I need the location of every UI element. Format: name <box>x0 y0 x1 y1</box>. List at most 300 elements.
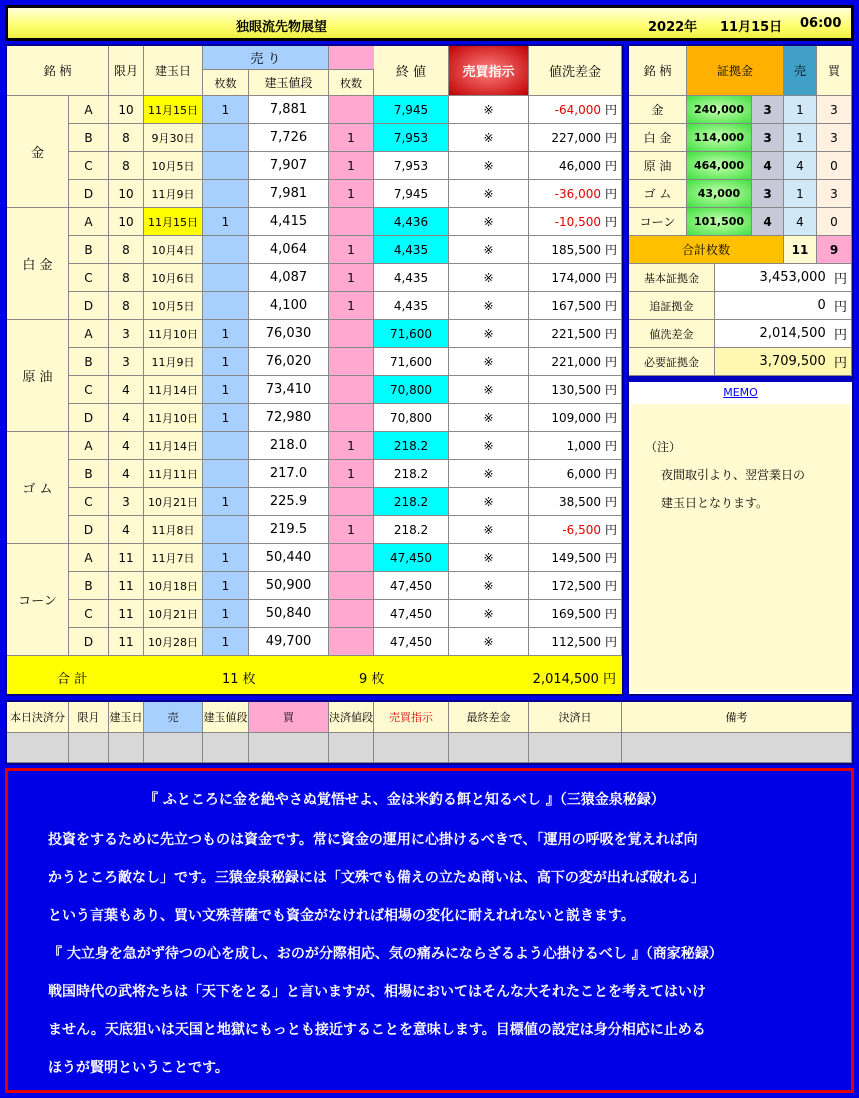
sell-qty[interactable] <box>203 152 249 180</box>
entry-price[interactable]: 225.9 <box>249 488 329 516</box>
daily-empty-cell[interactable] <box>329 733 374 763</box>
entry-date: 10月4日 <box>144 236 203 264</box>
yen-unit: 円 <box>833 328 847 343</box>
yen-unit: 円 <box>604 243 617 257</box>
total-buy: 9 枚 <box>359 672 385 687</box>
yen-unit: 円 <box>833 272 847 287</box>
sell-qty[interactable]: 1 <box>203 376 249 404</box>
entry-price[interactable]: 7,981 <box>249 180 329 208</box>
diff-value <box>529 208 622 236</box>
side-commodity: 白 金 <box>629 124 687 152</box>
contract-label: C <box>69 264 109 292</box>
entry-date: 9月30日 <box>144 124 203 152</box>
daily-empty-cell[interactable] <box>529 733 622 763</box>
header-signal[interactable]: 売買指示 <box>449 46 529 96</box>
margin-units: 4 <box>752 208 784 236</box>
buy-qty[interactable] <box>329 628 374 656</box>
sell-qty[interactable]: 1 <box>203 96 249 124</box>
buy-qty[interactable]: 1 <box>329 292 374 320</box>
daily-header: 建玉日 <box>109 702 144 733</box>
diff-amount: 221,500 <box>551 326 601 341</box>
quote-line: 『 大立身を急がず待つの心を成し、おのが分際相応、気の痛みにならざるよう心掛けるべし 』（商家秘録） <box>48 946 723 962</box>
summary-amount: 3,453,000 <box>759 270 826 285</box>
contract-label: C <box>69 376 109 404</box>
yen-unit: 円 <box>604 495 617 509</box>
diff-amount: 169,500 <box>551 606 601 621</box>
sell-qty[interactable]: 1 <box>203 404 249 432</box>
summary-amount: 0 <box>817 298 826 313</box>
close-price: 47,450 <box>374 600 449 628</box>
quote-line: かうところ敵なし」です。三猿金泉秘録には「文殊でも備えの立たぬ商いは、高下の変が出れば破れる」 <box>48 870 705 886</box>
commodity-name: コーン <box>7 544 69 656</box>
close-price: 47,450 <box>374 544 449 572</box>
header-buy-qty: 枚数 <box>329 70 374 96</box>
contract-label: D <box>69 404 109 432</box>
entry-date: 10月21日 <box>144 488 203 516</box>
signal-mark[interactable]: ※ <box>449 208 529 236</box>
contract-month: 4 <box>109 404 144 432</box>
diff-amount: -10,500 <box>554 214 601 229</box>
diff-value <box>529 348 622 376</box>
memo-body <box>631 404 850 692</box>
signal-mark[interactable]: ※ <box>449 600 529 628</box>
summary-label: 基本証拠金 <box>629 264 715 292</box>
daily-header: 建玉値段 <box>203 702 249 733</box>
sell-qty[interactable]: 1 <box>203 600 249 628</box>
memo-title[interactable]: MEMO <box>723 386 758 399</box>
diff-value <box>529 236 622 264</box>
entry-date: 10月5日 <box>144 152 203 180</box>
commodity-name: 原 油 <box>7 320 69 432</box>
buy-qty[interactable]: 1 <box>329 236 374 264</box>
side-buy-count: 3 <box>817 96 852 124</box>
close-price: 4,435 <box>374 264 449 292</box>
contract-month: 10 <box>109 96 144 124</box>
entry-date: 10月21日 <box>144 600 203 628</box>
entry-price[interactable]: 219.5 <box>249 516 329 544</box>
memo-line: 夜間取引より、翌営業日の <box>661 468 806 482</box>
yen-unit: 円 <box>604 131 617 145</box>
close-price: 4,436 <box>374 208 449 236</box>
buy-qty[interactable]: 1 <box>329 460 374 488</box>
daily-empty-cell[interactable] <box>449 733 529 763</box>
diff-value <box>529 516 622 544</box>
diff-value <box>529 460 622 488</box>
contract-month: 4 <box>109 516 144 544</box>
contract-label: D <box>69 516 109 544</box>
quote-line: ほうが賢明ということです。 <box>48 1060 229 1076</box>
sell-qty[interactable] <box>203 180 249 208</box>
entry-price[interactable]: 50,900 <box>249 572 329 600</box>
side-commodity: ゴ ム <box>629 180 687 208</box>
daily-header: 本日決済分 <box>7 702 69 733</box>
yen-unit: 円 <box>604 635 617 649</box>
yen-unit: 円 <box>833 300 847 315</box>
daily-header: 最終差金 <box>449 702 529 733</box>
diff-value <box>529 600 622 628</box>
daily-empty-cell[interactable] <box>622 733 852 763</box>
daily-header: 売買指示 <box>374 702 449 733</box>
contract-month: 11 <box>109 572 144 600</box>
yen-unit: 円 <box>604 523 617 537</box>
contract-label: B <box>69 348 109 376</box>
diff-value <box>529 264 622 292</box>
margin-units: 3 <box>752 180 784 208</box>
entry-date: 11月9日 <box>144 180 203 208</box>
yen-unit: 円 <box>604 579 617 593</box>
daily-header: 決済値段 <box>329 702 374 733</box>
side-header-sell: 売 <box>784 46 817 96</box>
margin-units: 3 <box>752 96 784 124</box>
side-sell-count: 1 <box>784 96 817 124</box>
contract-month: 11 <box>109 544 144 572</box>
side-buy-count: 3 <box>817 180 852 208</box>
diff-amount: 109,000 <box>551 410 601 425</box>
sell-qty[interactable]: 1 <box>203 572 249 600</box>
close-price: 4,435 <box>374 292 449 320</box>
entry-price[interactable]: 4,100 <box>249 292 329 320</box>
contract-month: 3 <box>109 488 144 516</box>
time-label: 06:00 <box>800 16 842 31</box>
close-price: 7,945 <box>374 180 449 208</box>
contract-label: B <box>69 236 109 264</box>
close-price: 47,450 <box>374 628 449 656</box>
quote-line: 戦国時代の武将たちは「天下をとる」と言いますが、相場においてはそんな大それたことを考えてはいけ <box>48 984 706 1000</box>
buy-qty[interactable] <box>329 600 374 628</box>
entry-date: 10月28日 <box>144 628 203 656</box>
total-diff <box>533 668 616 687</box>
diff-value <box>529 180 622 208</box>
daily-empty-cell[interactable] <box>144 733 203 763</box>
entry-date: 11月10日 <box>144 320 203 348</box>
positions-table <box>5 44 624 696</box>
sell-qty[interactable] <box>203 264 249 292</box>
commodity-name: 白 金 <box>7 208 69 320</box>
side-buy-count: 0 <box>817 152 852 180</box>
entry-price[interactable]: 217.0 <box>249 460 329 488</box>
signal-mark[interactable]: ※ <box>449 96 529 124</box>
entry-price[interactable]: 50,440 <box>249 544 329 572</box>
total-sell: 11 枚 <box>222 672 256 687</box>
entry-price[interactable]: 49,700 <box>249 628 329 656</box>
daily-empty-cell[interactable] <box>249 733 329 763</box>
diff-value <box>529 488 622 516</box>
signal-mark[interactable]: ※ <box>449 264 529 292</box>
buy-qty[interactable]: 1 <box>329 180 374 208</box>
diff-value <box>529 96 622 124</box>
entry-date: 11月10日 <box>144 404 203 432</box>
yen-unit: 円 <box>604 439 617 453</box>
quote-box <box>5 768 854 1093</box>
quote-line: 投資をするために先立つものは資金です。常に資金の運用に心掛けるべきで、「運用の呼吸を覚えれば向 <box>48 832 698 848</box>
contract-month: 8 <box>109 152 144 180</box>
contract-label: B <box>69 460 109 488</box>
header-sell-qty: 枚数 <box>203 70 249 96</box>
contract-label: C <box>69 152 109 180</box>
side-commodity: 金 <box>629 96 687 124</box>
sell-qty[interactable] <box>203 460 249 488</box>
signal-mark[interactable]: ※ <box>449 320 529 348</box>
diff-amount: -64,000 <box>554 102 601 117</box>
contract-month: 10 <box>109 208 144 236</box>
sell-qty[interactable]: 1 <box>203 208 249 236</box>
diff-amount: 38,500 <box>558 494 601 509</box>
sell-qty[interactable]: 1 <box>203 348 249 376</box>
signal-mark[interactable]: ※ <box>449 124 529 152</box>
side-sell-count: 4 <box>784 152 817 180</box>
summary-label: 値洗差金 <box>629 320 715 348</box>
daily-header: 決済日 <box>529 702 622 733</box>
entry-date: 10月5日 <box>144 292 203 320</box>
contract-month: 3 <box>109 348 144 376</box>
yen-unit: 円 <box>604 103 617 117</box>
yen-unit: 円 <box>604 467 617 481</box>
close-price: 7,953 <box>374 152 449 180</box>
sell-qty[interactable] <box>203 432 249 460</box>
yen-unit: 円 <box>604 299 617 313</box>
entry-date: 11月7日 <box>144 544 203 572</box>
entry-date: 10月18日 <box>144 572 203 600</box>
buy-qty[interactable]: 1 <box>329 432 374 460</box>
contract-label: A <box>69 96 109 124</box>
contract-month: 4 <box>109 460 144 488</box>
diff-value <box>529 544 622 572</box>
margin-value: 43,000 <box>687 180 752 208</box>
page-title: 独眼流先物展望 <box>236 20 328 35</box>
sell-qty[interactable]: 1 <box>203 544 249 572</box>
total-row <box>7 656 622 694</box>
diff-amount: -36,000 <box>554 186 601 201</box>
contract-month: 10 <box>109 180 144 208</box>
contract-label: A <box>69 432 109 460</box>
commodity-name: ゴ ム <box>7 432 69 544</box>
summary-amount: 3,709,500 <box>759 354 826 369</box>
contract-month: 4 <box>109 376 144 404</box>
contract-label: D <box>69 180 109 208</box>
yen-unit: 円 <box>604 355 617 369</box>
side-header-buy: 買 <box>817 46 852 96</box>
diff-amount: 112,500 <box>551 634 601 649</box>
daily-empty-cell[interactable] <box>7 733 69 763</box>
diff-value <box>529 572 622 600</box>
buy-qty[interactable] <box>329 544 374 572</box>
sell-qty[interactable] <box>203 516 249 544</box>
entry-price[interactable]: 7,881 <box>249 96 329 124</box>
memo-line: 建玉日となります。 <box>661 496 769 510</box>
sell-qty[interactable] <box>203 292 249 320</box>
year-label: 2022年 <box>648 20 698 35</box>
contract-month: 8 <box>109 264 144 292</box>
contract-month: 8 <box>109 124 144 152</box>
daily-header: 備考 <box>622 702 852 733</box>
buy-qty[interactable] <box>329 96 374 124</box>
entry-price[interactable]: 7,726 <box>249 124 329 152</box>
signal-mark[interactable]: ※ <box>449 236 529 264</box>
buy-qty[interactable]: 1 <box>329 516 374 544</box>
entry-price[interactable]: 4,064 <box>249 236 329 264</box>
yen-unit: 円 <box>833 356 847 371</box>
close-price: 71,600 <box>374 348 449 376</box>
entry-price[interactable]: 76,030 <box>249 320 329 348</box>
buy-qty[interactable] <box>329 348 374 376</box>
contract-label: D <box>69 292 109 320</box>
signal-mark[interactable]: ※ <box>449 516 529 544</box>
entry-date: 11月15日 <box>144 96 203 124</box>
close-price: 47,450 <box>374 572 449 600</box>
memo-line: （注） <box>645 440 682 454</box>
diff-value <box>529 376 622 404</box>
buy-qty[interactable]: 1 <box>329 264 374 292</box>
entry-date: 11月15日 <box>144 208 203 236</box>
entry-price[interactable]: 76,020 <box>249 348 329 376</box>
diff-amount: 149,500 <box>551 550 601 565</box>
margin-panel <box>627 44 854 696</box>
margin-units: 3 <box>752 124 784 152</box>
entry-price[interactable]: 218.0 <box>249 432 329 460</box>
header-sell: 売 り <box>203 46 329 70</box>
entry-price[interactable]: 72,980 <box>249 404 329 432</box>
signal-mark[interactable]: ※ <box>449 460 529 488</box>
signal-mark[interactable]: ※ <box>449 544 529 572</box>
commodity-name: 金 <box>7 96 69 208</box>
contract-label: B <box>69 124 109 152</box>
yen-unit: 円 <box>604 271 617 285</box>
sell-qty[interactable]: 1 <box>203 628 249 656</box>
diff-value <box>529 404 622 432</box>
yen-unit: 円 <box>604 327 617 341</box>
diff-amount: 227,000 <box>551 130 601 145</box>
summary-value <box>715 348 852 376</box>
contract-label: D <box>69 628 109 656</box>
yen-unit: 円 <box>602 672 616 687</box>
entry-date: 11月14日 <box>144 376 203 404</box>
signal-mark[interactable]: ※ <box>449 628 529 656</box>
diff-amount: 46,000 <box>558 158 601 173</box>
margin-value: 101,500 <box>687 208 752 236</box>
count-label: 合計枚数 <box>629 236 784 264</box>
header-diff: 値洗差金 <box>529 46 622 96</box>
buy-qty[interactable] <box>329 488 374 516</box>
header-price: 建玉値段 <box>249 70 329 96</box>
diff-value <box>529 292 622 320</box>
sell-qty[interactable] <box>203 124 249 152</box>
diff-amount: 172,500 <box>551 578 601 593</box>
quote-line: ません。天底狙いは天国と地獄にもっとも接近することを意味します。目標値の設定は身分相応に止める <box>48 1022 706 1038</box>
daily-header: 買 <box>249 702 329 733</box>
buy-qty[interactable] <box>329 572 374 600</box>
contract-label: C <box>69 600 109 628</box>
entry-price[interactable]: 7,907 <box>249 152 329 180</box>
signal-mark[interactable]: ※ <box>449 488 529 516</box>
daily-header: 売 <box>144 702 203 733</box>
contract-month: 8 <box>109 292 144 320</box>
contract-month: 11 <box>109 600 144 628</box>
signal-mark[interactable]: ※ <box>449 376 529 404</box>
count-sell: 11 <box>784 236 817 264</box>
signal-mark[interactable]: ※ <box>449 404 529 432</box>
buy-qty[interactable]: 1 <box>329 152 374 180</box>
contract-month: 11 <box>109 628 144 656</box>
entry-price[interactable]: 50,840 <box>249 600 329 628</box>
side-header-name: 銘 柄 <box>629 46 687 96</box>
signal-mark[interactable]: ※ <box>449 572 529 600</box>
entry-date: 11月9日 <box>144 348 203 376</box>
yen-unit: 円 <box>604 551 617 565</box>
entry-date: 11月14日 <box>144 432 203 460</box>
yen-unit: 円 <box>604 187 617 201</box>
daily-settlement-table <box>5 700 854 765</box>
daily-empty-cell[interactable] <box>203 733 249 763</box>
entry-price[interactable]: 4,087 <box>249 264 329 292</box>
diff-amount: 185,500 <box>551 242 601 257</box>
count-buy: 9 <box>817 236 852 264</box>
daily-empty-cell[interactable] <box>69 733 109 763</box>
yen-unit: 円 <box>604 159 617 173</box>
signal-mark[interactable]: ※ <box>449 292 529 320</box>
buy-qty[interactable] <box>329 376 374 404</box>
contract-label: A <box>69 320 109 348</box>
close-price: 218.2 <box>374 460 449 488</box>
sell-qty[interactable]: 1 <box>203 488 249 516</box>
signal-mark[interactable]: ※ <box>449 348 529 376</box>
daily-header: 限月 <box>69 702 109 733</box>
diff-value <box>529 432 622 460</box>
diff-value <box>529 320 622 348</box>
entry-price[interactable]: 4,415 <box>249 208 329 236</box>
buy-qty[interactable] <box>329 320 374 348</box>
signal-mark[interactable]: ※ <box>449 180 529 208</box>
contract-month: 8 <box>109 236 144 264</box>
buy-qty[interactable] <box>329 208 374 236</box>
contract-label: A <box>69 208 109 236</box>
header-date: 建玉日 <box>144 46 203 96</box>
diff-amount: 221,000 <box>551 354 601 369</box>
yen-unit: 円 <box>604 607 617 621</box>
close-price: 218.2 <box>374 432 449 460</box>
side-sell-count: 1 <box>784 124 817 152</box>
buy-qty[interactable] <box>329 404 374 432</box>
contract-label: C <box>69 488 109 516</box>
close-price: 70,800 <box>374 404 449 432</box>
daily-empty-cell[interactable] <box>374 733 449 763</box>
daily-empty-cell[interactable] <box>109 733 144 763</box>
quote-line: という言葉もあり、買い文殊菩薩でも資金がなければ相場の変化に耐えれれないと説きます。 <box>48 908 635 924</box>
signal-mark[interactable]: ※ <box>449 432 529 460</box>
entry-date: 10月6日 <box>144 264 203 292</box>
signal-mark[interactable]: ※ <box>449 152 529 180</box>
close-price: 7,945 <box>374 96 449 124</box>
buy-qty[interactable]: 1 <box>329 124 374 152</box>
close-price: 218.2 <box>374 488 449 516</box>
side-header-margin: 証拠金 <box>687 46 784 96</box>
side-commodity: 原 油 <box>629 152 687 180</box>
yen-unit: 円 <box>604 215 617 229</box>
diff-value <box>529 124 622 152</box>
yen-unit: 円 <box>604 383 617 397</box>
summary-value <box>715 292 852 320</box>
close-price: 7,953 <box>374 124 449 152</box>
contract-month: 4 <box>109 432 144 460</box>
date-label: 11月15日 <box>720 20 783 35</box>
close-price: 71,600 <box>374 320 449 348</box>
entry-price[interactable]: 73,410 <box>249 376 329 404</box>
total-label: 合 計 <box>57 672 88 687</box>
sell-qty[interactable]: 1 <box>203 320 249 348</box>
close-price: 218.2 <box>374 516 449 544</box>
diff-amount: 174,000 <box>551 270 601 285</box>
sell-qty[interactable] <box>203 236 249 264</box>
yen-unit: 円 <box>604 411 617 425</box>
